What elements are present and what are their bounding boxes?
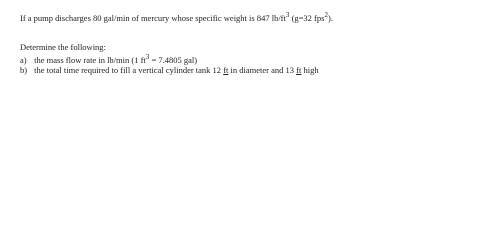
squared-exponent: 2 [324,11,328,19]
item-b-text-end: high [301,65,319,75]
item-b-label: b) [20,65,28,75]
item-a [20,54,197,64]
item-a-label: a) [20,54,27,65]
cubic-exponent: 3 [285,11,290,19]
item-b-text: the total time required to fill a vertical cylinder tank 12 [34,65,224,75]
item-b-text-mid: in diameter and 13 [228,65,297,75]
item-b [20,66,319,75]
item-b-unit-diameter: ft [223,65,229,75]
determine-prompt: Determine the following: [20,42,106,52]
item-b-unit-height: ft [296,65,302,75]
statement-text: If a pump discharges 80 gal/min of mercury whose specific weight is 847 lb/ft [20,12,286,23]
statement-gravity: (g=32 fps [289,12,325,23]
problem-statement [20,12,333,22]
statement-end: ). [328,12,333,23]
item-a-text: the mass flow rate in lb/min (1 ft [34,54,146,65]
item-a-exponent: 3 [145,53,150,61]
prompt-line [20,43,106,52]
item-a-conversion: = 7.4805 gal) [149,54,198,65]
